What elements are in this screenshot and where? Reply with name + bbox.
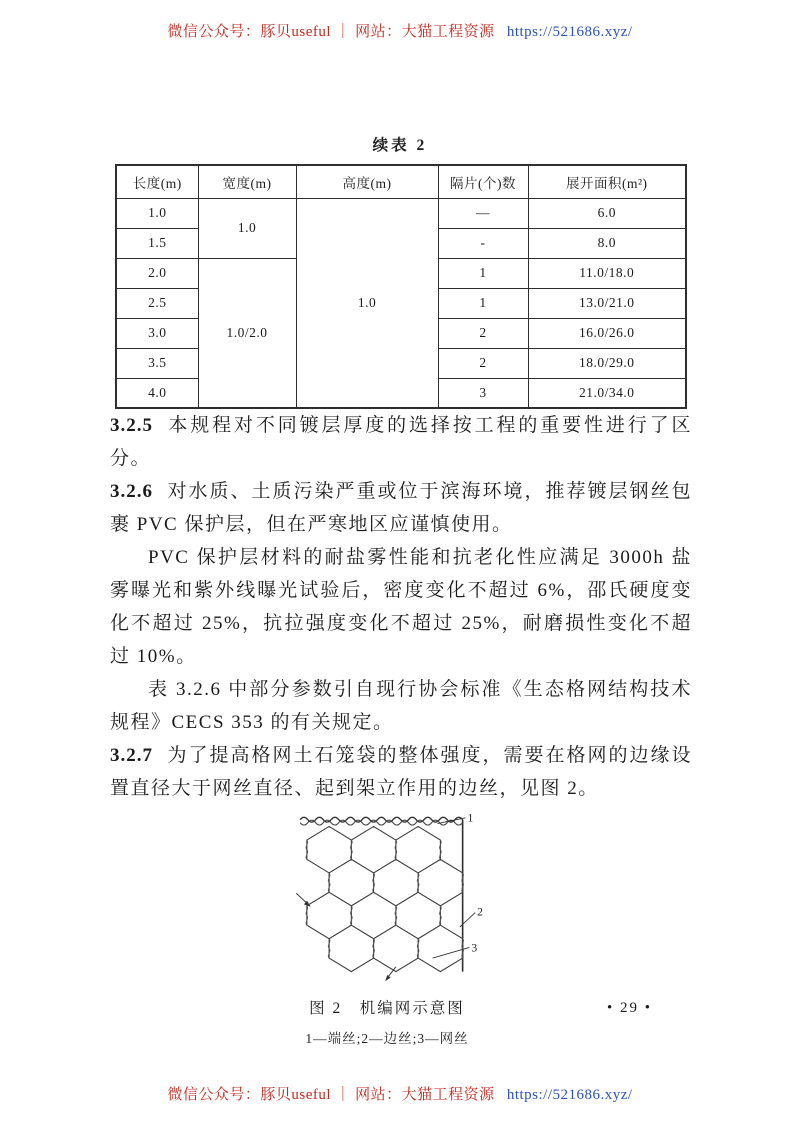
paragraph-pvc: PVC 保护层材料的耐盐雾性能和抗老化性应满足 3000h 盐雾曝光和紫外线曝光试验后，密度变化不超过 6%，邵氏硬度变化不超过 25%，抗拉强度变化不超过 25%，耐磨损性变化不超过 10%。 [110, 547, 692, 667]
figure-2-block [110, 811, 692, 1048]
cell-spacers: 1 [438, 258, 528, 288]
woven-mesh-diagram [295, 811, 489, 990]
cell-area: 6.0 [528, 198, 686, 228]
cell-length: 1.0 [116, 198, 198, 228]
figure-caption: 图 2 机编网示意图 [309, 1000, 465, 1017]
figure-legend: 1—端丝;2—边丝;3—网丝 [305, 1031, 469, 1046]
end-wire-top-strand [300, 820, 463, 825]
clause-text: 对水质、土质污染严重或位于滨海环境，推荐镀层钢丝包裹 PVC 保护层，但在严寒地区应谨慎使用。 [110, 481, 692, 535]
cell-length: 2.0 [116, 258, 198, 288]
callout-label-2: 2 [477, 905, 483, 919]
clause-text: 为了提高格网土石笼袋的整体强度，需要在格网的边缘设置直径大于网丝直径、起到架立作用的边丝，见图 2。 [110, 745, 692, 799]
table-title: 续表 2 [372, 137, 428, 154]
table-header-row [116, 165, 686, 198]
cell-spacers: - [438, 228, 528, 258]
cell-area: 21.0/34.0 [528, 378, 686, 408]
cell-width-group-1: 1.0 [198, 198, 296, 258]
cell-length: 2.5 [116, 288, 198, 318]
clause-number: 3.2.5 [110, 415, 153, 436]
cell-spacers: 2 [438, 318, 528, 348]
cell-area: 13.0/21.0 [528, 288, 686, 318]
banner-text: 微信公众号：豚贝useful ｜ 网站：大猫工程资源 [167, 24, 495, 40]
cell-area: 11.0/18.0 [528, 258, 686, 288]
document-body [110, 409, 692, 1048]
banner-link[interactable]: https://521686.xyz/ [506, 1087, 633, 1103]
promo-banner-bottom [0, 1083, 800, 1104]
col-header-area: 展开面积(m²) [528, 165, 686, 198]
cell-area: 16.0/26.0 [528, 318, 686, 348]
bottom-pointer-arrowhead [385, 975, 390, 981]
cell-length: 3.0 [116, 318, 198, 348]
clause-3-2-7 [110, 739, 692, 805]
clause-3-2-5 [110, 409, 692, 475]
cell-width-group-2: 1.0/2.0 [198, 258, 296, 408]
cell-length: 4.0 [116, 378, 198, 408]
col-header-length: 长度(m) [116, 165, 198, 198]
page-number: • 29 • [606, 1000, 652, 1016]
col-header-height: 高度(m) [296, 165, 438, 198]
col-header-width: 宽度(m) [198, 165, 296, 198]
clause-number: 3.2.6 [110, 481, 153, 502]
clause-3-2-6 [110, 475, 692, 541]
col-header-spacers: 隔片(个)数 [438, 165, 528, 198]
paragraph-cecs: 表 3.2.6 中部分参数引自现行协会标准《生态格网结构技术规程》CECS 353 的有关规定。 [110, 679, 692, 733]
callout-label-3: 3 [471, 941, 478, 955]
cell-length: 3.5 [116, 348, 198, 378]
cell-length: 1.5 [116, 228, 198, 258]
table-row [116, 198, 686, 228]
cell-area: 18.0/29.0 [528, 348, 686, 378]
banner-link[interactable]: https://521686.xyz/ [506, 24, 633, 40]
callout-label-1: 1 [467, 811, 474, 825]
cell-spacers: 1 [438, 288, 528, 318]
leader-line-3 [433, 947, 470, 958]
continued-table-section [115, 133, 685, 409]
banner-text: 微信公众号：豚贝useful ｜ 网站：大猫工程资源 [167, 1087, 495, 1103]
clause-number: 3.2.7 [110, 745, 153, 766]
cell-area: 8.0 [528, 228, 686, 258]
spec-table [115, 164, 687, 409]
promo-banner-top [0, 20, 800, 41]
clause-text: 本规程对不同镀层厚度的选择按工程的重要性进行了区分。 [110, 415, 692, 469]
cell-spacers: 3 [438, 378, 528, 408]
cell-spacers: 2 [438, 348, 528, 378]
cell-spacers: — [438, 198, 528, 228]
cell-height: 1.0 [296, 198, 438, 408]
